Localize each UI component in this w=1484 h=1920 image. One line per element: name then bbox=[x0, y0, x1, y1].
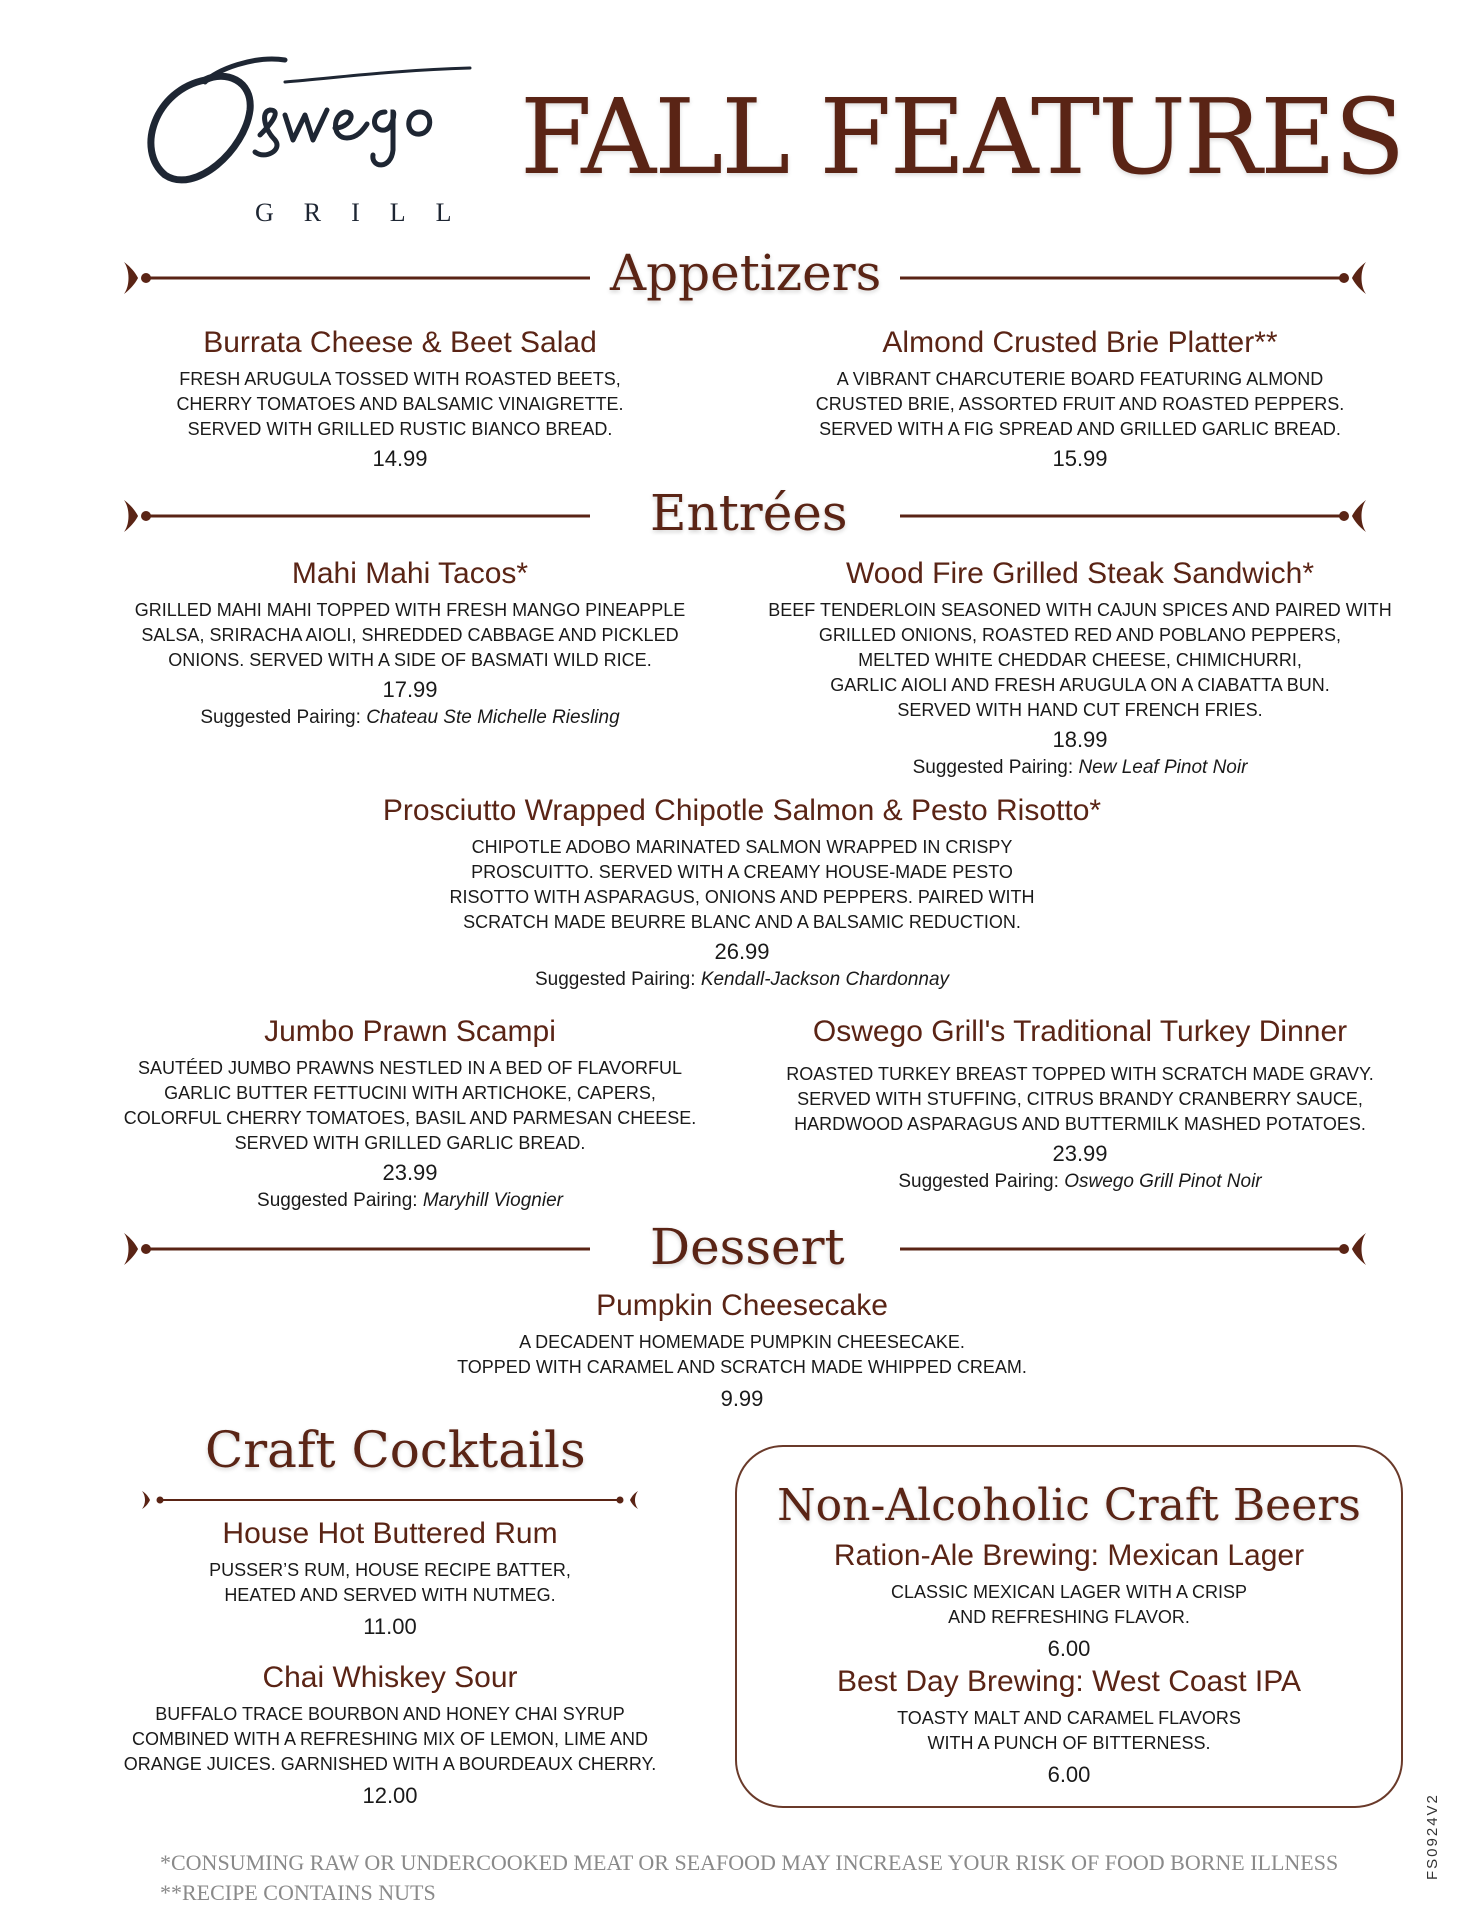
cocktails-divider bbox=[140, 1488, 640, 1512]
cocktails-heading: Craft Cocktails bbox=[205, 1421, 586, 1479]
item-price: 18.99 bbox=[1052, 727, 1108, 752]
entree-item bbox=[730, 556, 1430, 781]
entrees-divider-left bbox=[120, 500, 590, 532]
item-description: BEEF TENDERLOIN SEASONED WITH CAJUN SPICES AND PAIRED WITH GRILLED ONIONS, ROASTED RED AND POBLANO PEPPERS, MELTED WHITE CHEDDAR CHEESE, CHIMICHURRI, GARLIC AIOLI AND FRESH ARUGULA ON A CIABATTA BUN. SERVED WITH HAND CUT FRENCH FRIES. bbox=[768, 600, 1392, 720]
logo-grill-text: GRILL bbox=[255, 198, 482, 227]
item-price: 11.00 bbox=[363, 1614, 417, 1639]
pairing-label: Suggested Pairing: bbox=[912, 757, 1074, 778]
pairing-wine: Maryhill Viognier bbox=[422, 1190, 563, 1211]
suggested-pairing bbox=[100, 705, 720, 731]
item-price: 26.99 bbox=[714, 939, 770, 964]
pairing-wine: New Leaf Pinot Noir bbox=[1078, 757, 1248, 778]
dessert-item bbox=[392, 1288, 1092, 1414]
suggested-pairing bbox=[730, 755, 1430, 781]
item-description: PUSSER’S RUM, HOUSE RECIPE BATTER, HEATED AND SERVED WITH NUTMEG. bbox=[209, 1560, 571, 1605]
item-price: 6.00 bbox=[1047, 1762, 1091, 1787]
beers-heading: Non-Alcoholic Craft Beers bbox=[777, 1480, 1361, 1531]
item-description: GRILLED MAHI MAHI TOPPED WITH FRESH MANGO PINEAPPLE SALSA, SRIRACHA AIOLI, SHREDDED CABBAGE AND PICKLED ONIONS. SERVED WITH A SIDE OF BASMATI WILD RICE. bbox=[134, 600, 686, 670]
pairing-label: Suggested Pairing: bbox=[898, 1171, 1059, 1192]
dessert-divider-left bbox=[120, 1233, 590, 1265]
pairing-label: Suggested Pairing: bbox=[257, 1190, 418, 1211]
suggested-pairing bbox=[342, 967, 1142, 993]
cocktail-item bbox=[100, 1516, 680, 1642]
cocktail-item bbox=[100, 1660, 680, 1811]
item-price: 14.99 bbox=[372, 446, 428, 471]
item-name: Burrata Cheese & Beet Salad bbox=[203, 326, 597, 359]
item-name: Chai Whiskey Sour bbox=[262, 1661, 518, 1694]
appetizers-divider-right bbox=[900, 262, 1370, 294]
item-description: SAUTÉED JUMBO PRAWNS NESTLED IN A BED OF FLAVORFUL GARLIC BUTTER FETTUCINI WITH ARTICHOKE, CAPERS, COLORFUL CHERRY TOMATOES, BASIL AND PARMESAN CHEESE. SERVED WITH GRILLED GARLIC BREAD. bbox=[123, 1058, 697, 1153]
pairing-wine: Oswego Grill Pinot Noir bbox=[1064, 1171, 1262, 1192]
dessert-divider-right bbox=[900, 1233, 1370, 1265]
item-name: Almond Crusted Brie Platter** bbox=[882, 326, 1278, 359]
footnote-raw-meat: *CONSUMING RAW OR UNDERCOOKED MEAT OR SEAFOOD MAY INCREASE YOUR RISK OF FOOD BORNE ILLNESS bbox=[160, 1850, 1339, 1875]
page-title: FALL FEATURES bbox=[520, 76, 1404, 198]
item-description: A VIBRANT CHARCUTERIE BOARD FEATURING ALMOND CRUSTED BRIE, ASSORTED FRUIT AND ROASTED PEPPERS. SERVED WITH A FIG SPREAD AND GRILLED GARLIC BREAD. bbox=[815, 369, 1345, 439]
appetizers-heading: Appetizers bbox=[610, 244, 882, 302]
pairing-label: Suggested Pairing: bbox=[200, 707, 361, 728]
form-code: FS0924V2 bbox=[1424, 1793, 1441, 1880]
item-price: 15.99 bbox=[1052, 446, 1108, 471]
item-price: 9.99 bbox=[720, 1386, 764, 1411]
item-price: 23.99 bbox=[1052, 1141, 1108, 1166]
entree-item bbox=[100, 1014, 720, 1214]
pairing-wine: Kendall-Jackson Chardonnay bbox=[700, 969, 950, 990]
item-name: Mahi Mahi Tacos* bbox=[291, 557, 529, 590]
item-description: BUFFALO TRACE BOURBON AND HONEY CHAI SYRUP COMBINED WITH A REFRESHING MIX OF LEMON, LIME AND ORANGE JUICES. GARNISHED WITH A BOURDEAUX CHERRY. bbox=[123, 1704, 657, 1774]
entree-item bbox=[760, 1014, 1400, 1195]
item-name: Jumbo Prawn Scampi bbox=[264, 1015, 556, 1048]
item-name: Best Day Brewing: West Coast IPA bbox=[836, 1665, 1302, 1698]
beer-item bbox=[735, 1538, 1403, 1664]
suggested-pairing bbox=[100, 1188, 720, 1214]
entrees-divider-right bbox=[900, 500, 1370, 532]
item-description: ROASTED TURKEY BREAST TOPPED WITH SCRATCH MADE GRAVY. SERVED WITH STUFFING, CITRUS BRANDY CRANBERRY SAUCE, HARDWOOD ASPARAGUS AND BUTTERMILK MASHED POTATOES. bbox=[786, 1064, 1374, 1134]
item-name: House Hot Buttered Rum bbox=[222, 1517, 558, 1550]
entrees-heading: Entrées bbox=[650, 484, 848, 542]
item-name: Pumpkin Cheesecake bbox=[596, 1289, 888, 1322]
oswego-script-logo bbox=[135, 40, 485, 190]
item-price: 23.99 bbox=[382, 1160, 438, 1185]
item-price: 17.99 bbox=[382, 677, 438, 702]
item-description: FRESH ARUGULA TOSSED WITH ROASTED BEETS, CHERRY TOMATOES AND BALSAMIC VINAIGRETTE. SERVED WITH GRILLED RUSTIC BIANCO BREAD. bbox=[176, 369, 624, 439]
entree-item bbox=[100, 556, 720, 731]
entree-item bbox=[342, 793, 1142, 993]
item-price: 6.00 bbox=[1047, 1636, 1091, 1661]
item-name: Wood Fire Grilled Steak Sandwich* bbox=[846, 557, 1314, 590]
pairing-wine: Chateau Ste Michelle Riesling bbox=[366, 707, 620, 728]
footnote-nuts: **RECIPE CONTAINS NUTS bbox=[160, 1880, 436, 1905]
item-name: Ration-Ale Brewing: Mexican Lager bbox=[833, 1539, 1305, 1572]
item-description: CLASSIC MEXICAN LAGER WITH A CRISP AND REFRESHING FLAVOR. bbox=[890, 1582, 1248, 1627]
item-name: Prosciutto Wrapped Chipotle Salmon & Pesto Risotto* bbox=[382, 794, 1102, 827]
dessert-heading: Dessert bbox=[650, 1218, 845, 1276]
appetizers-divider-left bbox=[120, 262, 590, 294]
item-description: CHIPOTLE ADOBO MARINATED SALMON WRAPPED IN CRISPY PROSCUITTO. SERVED WITH A CREAMY HOUSE-MADE PESTO RISOTTO WITH ASPARAGUS, ONIONS AND PEPPERS. PAIRED WITH SCRATCH MADE BEURRE BLANC AND A BALSAMIC REDUCTION. bbox=[449, 837, 1035, 932]
item-description: A DECADENT HOMEMADE PUMPKIN CHEESECAKE. TOPPED WITH CARAMEL AND SCRATCH MADE WHIPPED CREAM. bbox=[457, 1332, 1027, 1377]
suggested-pairing bbox=[760, 1169, 1400, 1195]
appetizer-item bbox=[770, 325, 1390, 474]
item-price: 12.00 bbox=[362, 1783, 418, 1808]
pairing-label: Suggested Pairing: bbox=[534, 969, 696, 990]
beer-item bbox=[735, 1664, 1403, 1790]
item-description: TOASTY MALT AND CARAMEL FLAVORS WITH A PUNCH OF BITTERNESS. bbox=[897, 1708, 1241, 1753]
item-name: Oswego Grill's Traditional Turkey Dinner bbox=[812, 1015, 1348, 1048]
appetizer-item bbox=[120, 325, 680, 474]
